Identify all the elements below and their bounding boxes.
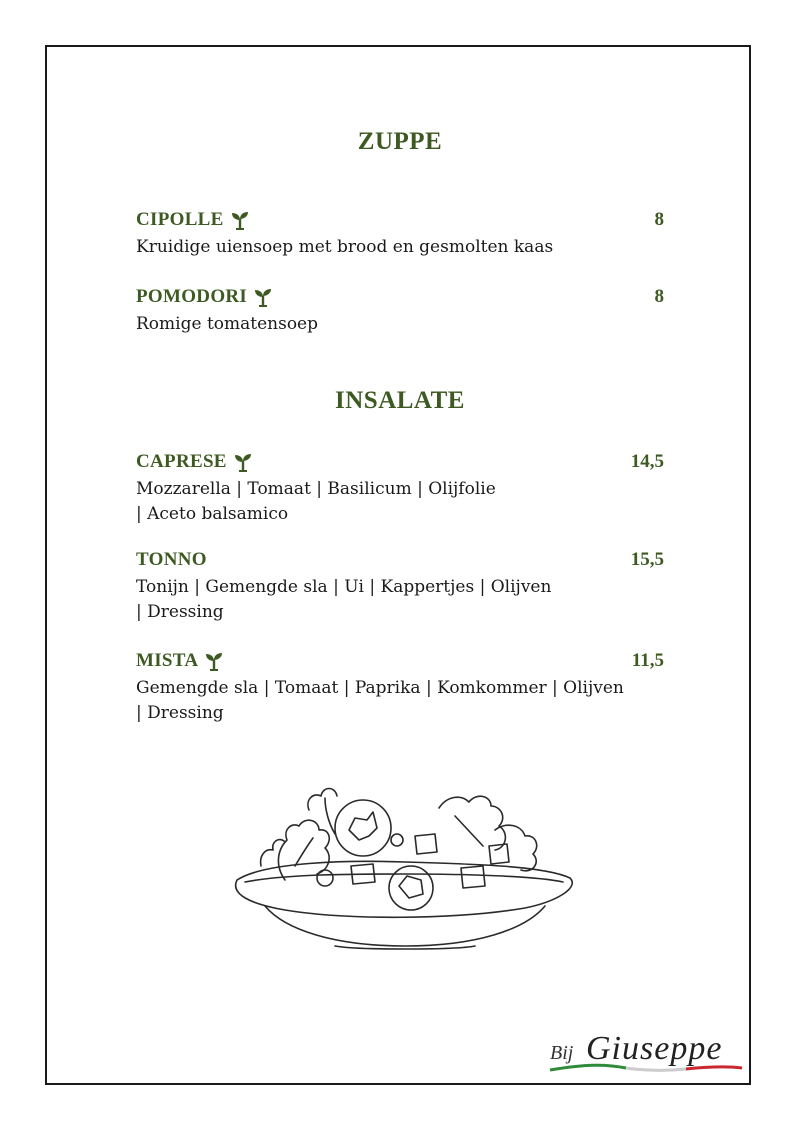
item-price: 15,5 bbox=[630, 549, 664, 570]
sprout-icon bbox=[230, 210, 250, 230]
sprout-icon bbox=[204, 651, 224, 671]
item-description: Romige tomatensoep bbox=[136, 314, 319, 334]
sprout-icon bbox=[233, 452, 253, 472]
logo-prefix: Bij bbox=[550, 1042, 574, 1064]
item-description: Mozzarella | Tomaat | Basilicum | Olijfolie bbox=[136, 479, 496, 499]
item-price: 11,5 bbox=[631, 650, 664, 671]
sprout-icon bbox=[253, 287, 273, 307]
item-price: 8 bbox=[654, 286, 664, 307]
logo bbox=[546, 1032, 746, 1080]
menu-item-caprese bbox=[136, 451, 664, 527]
item-description: | Aceto balsamico bbox=[136, 504, 289, 524]
section-title-insalate: INSALATE bbox=[335, 387, 465, 414]
salad-bowl-illustration bbox=[225, 770, 585, 950]
logo-flag-swoosh bbox=[546, 1062, 746, 1074]
menu-item-mista bbox=[136, 650, 664, 726]
logo-name: Giuseppe bbox=[586, 1030, 723, 1067]
menu-item-pomodori bbox=[136, 286, 664, 337]
item-price: 14,5 bbox=[630, 451, 664, 472]
item-description: Tonijn | Gemengde sla | Ui | Kappertjes | Olijven bbox=[136, 577, 552, 597]
item-name: CIPOLLE bbox=[136, 209, 250, 231]
menu-item-tonno bbox=[136, 549, 664, 625]
item-name: TONNO bbox=[136, 549, 207, 570]
menu-item-cipolle bbox=[136, 209, 664, 260]
item-name: MISTA bbox=[136, 650, 224, 672]
item-description: | Dressing bbox=[136, 703, 224, 723]
item-name: CAPRESE bbox=[136, 451, 253, 473]
item-description: Kruidige uiensoep met brood en gesmolten kaas bbox=[136, 237, 554, 257]
section-title-zuppe: ZUPPE bbox=[357, 128, 443, 155]
item-price: 8 bbox=[654, 209, 664, 230]
item-description: | Dressing bbox=[136, 602, 224, 622]
item-name: POMODORI bbox=[136, 286, 273, 308]
item-description: Gemengde sla | Tomaat | Paprika | Komkommer | Olijven bbox=[136, 678, 624, 698]
